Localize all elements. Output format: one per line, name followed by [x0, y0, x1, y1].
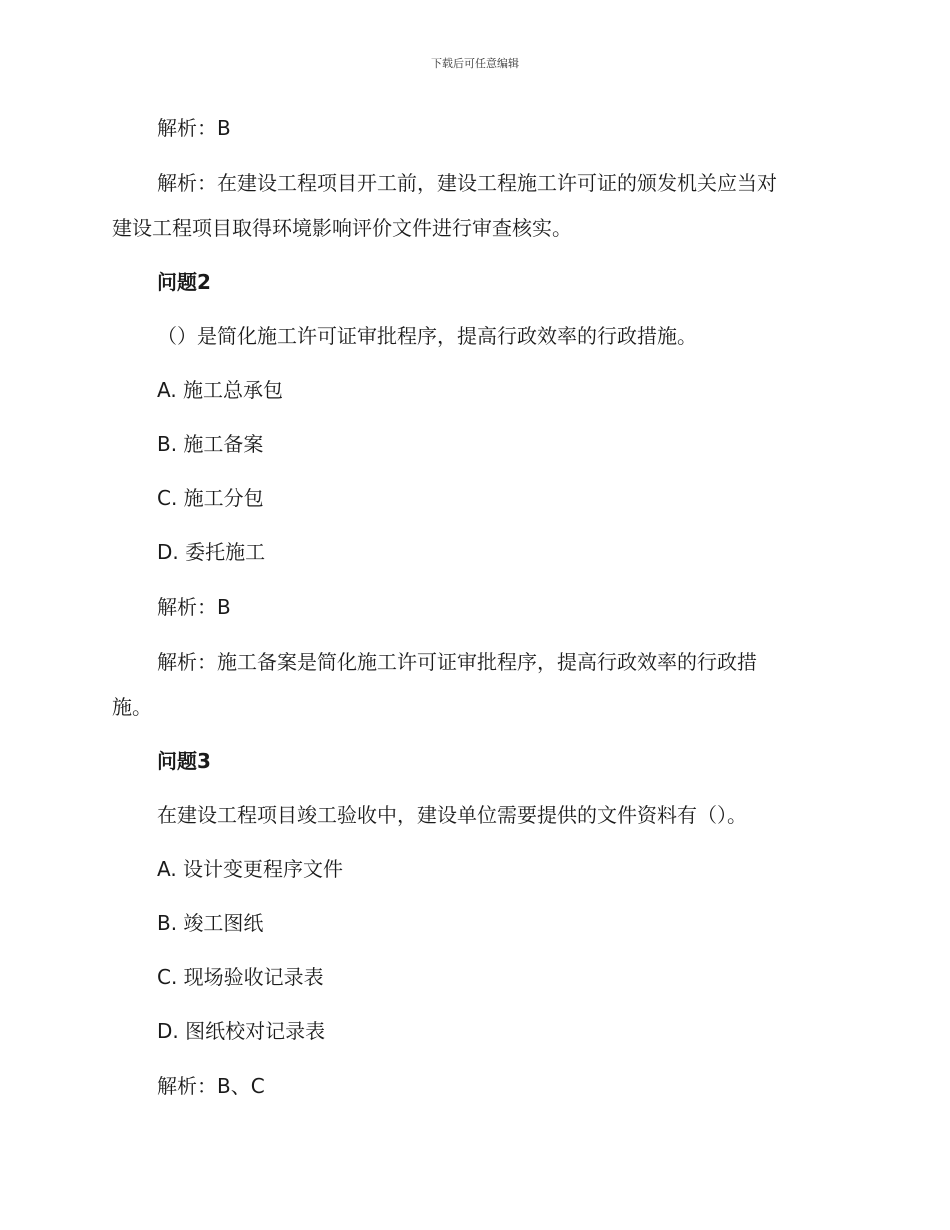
option-c: C. 施工分包: [157, 486, 264, 510]
question-text: 在建设工程项目竣工验收中，建设单位需要提供的文件资料有（）。: [157, 803, 747, 827]
answer-line: 解析：B: [157, 595, 231, 619]
answer-line: 解析：B: [157, 116, 231, 140]
explanation-line-cont: 施。: [112, 695, 152, 719]
question-heading: 问题3: [157, 749, 211, 773]
explanation-line-cont: 建设工程项目取得环境影响评价文件进行审查核实。: [112, 216, 572, 240]
option-b: B. 竣工图纸: [157, 911, 264, 935]
answer-line: 解析：B、C: [157, 1074, 265, 1098]
question-heading: 问题2: [157, 270, 211, 294]
option-b: B. 施工备案: [157, 432, 264, 456]
option-c: C. 现场验收记录表: [157, 965, 324, 989]
question-text: （）是简化施工许可证审批程序，提高行政效率的行政措施。: [157, 324, 697, 348]
option-a: A. 设计变更程序文件: [157, 857, 344, 881]
explanation-line: 解析：施工备案是简化施工许可证审批程序，提高行政效率的行政措: [157, 650, 757, 674]
option-d: D. 委托施工: [157, 540, 266, 564]
page-header: 下载后可任意编辑: [431, 57, 519, 70]
explanation-line: 解析：在建设工程项目开工前，建设工程施工许可证的颁发机关应当对: [157, 171, 777, 195]
option-a: A. 施工总承包: [157, 378, 284, 402]
option-d: D. 图纸校对记录表: [157, 1019, 326, 1043]
